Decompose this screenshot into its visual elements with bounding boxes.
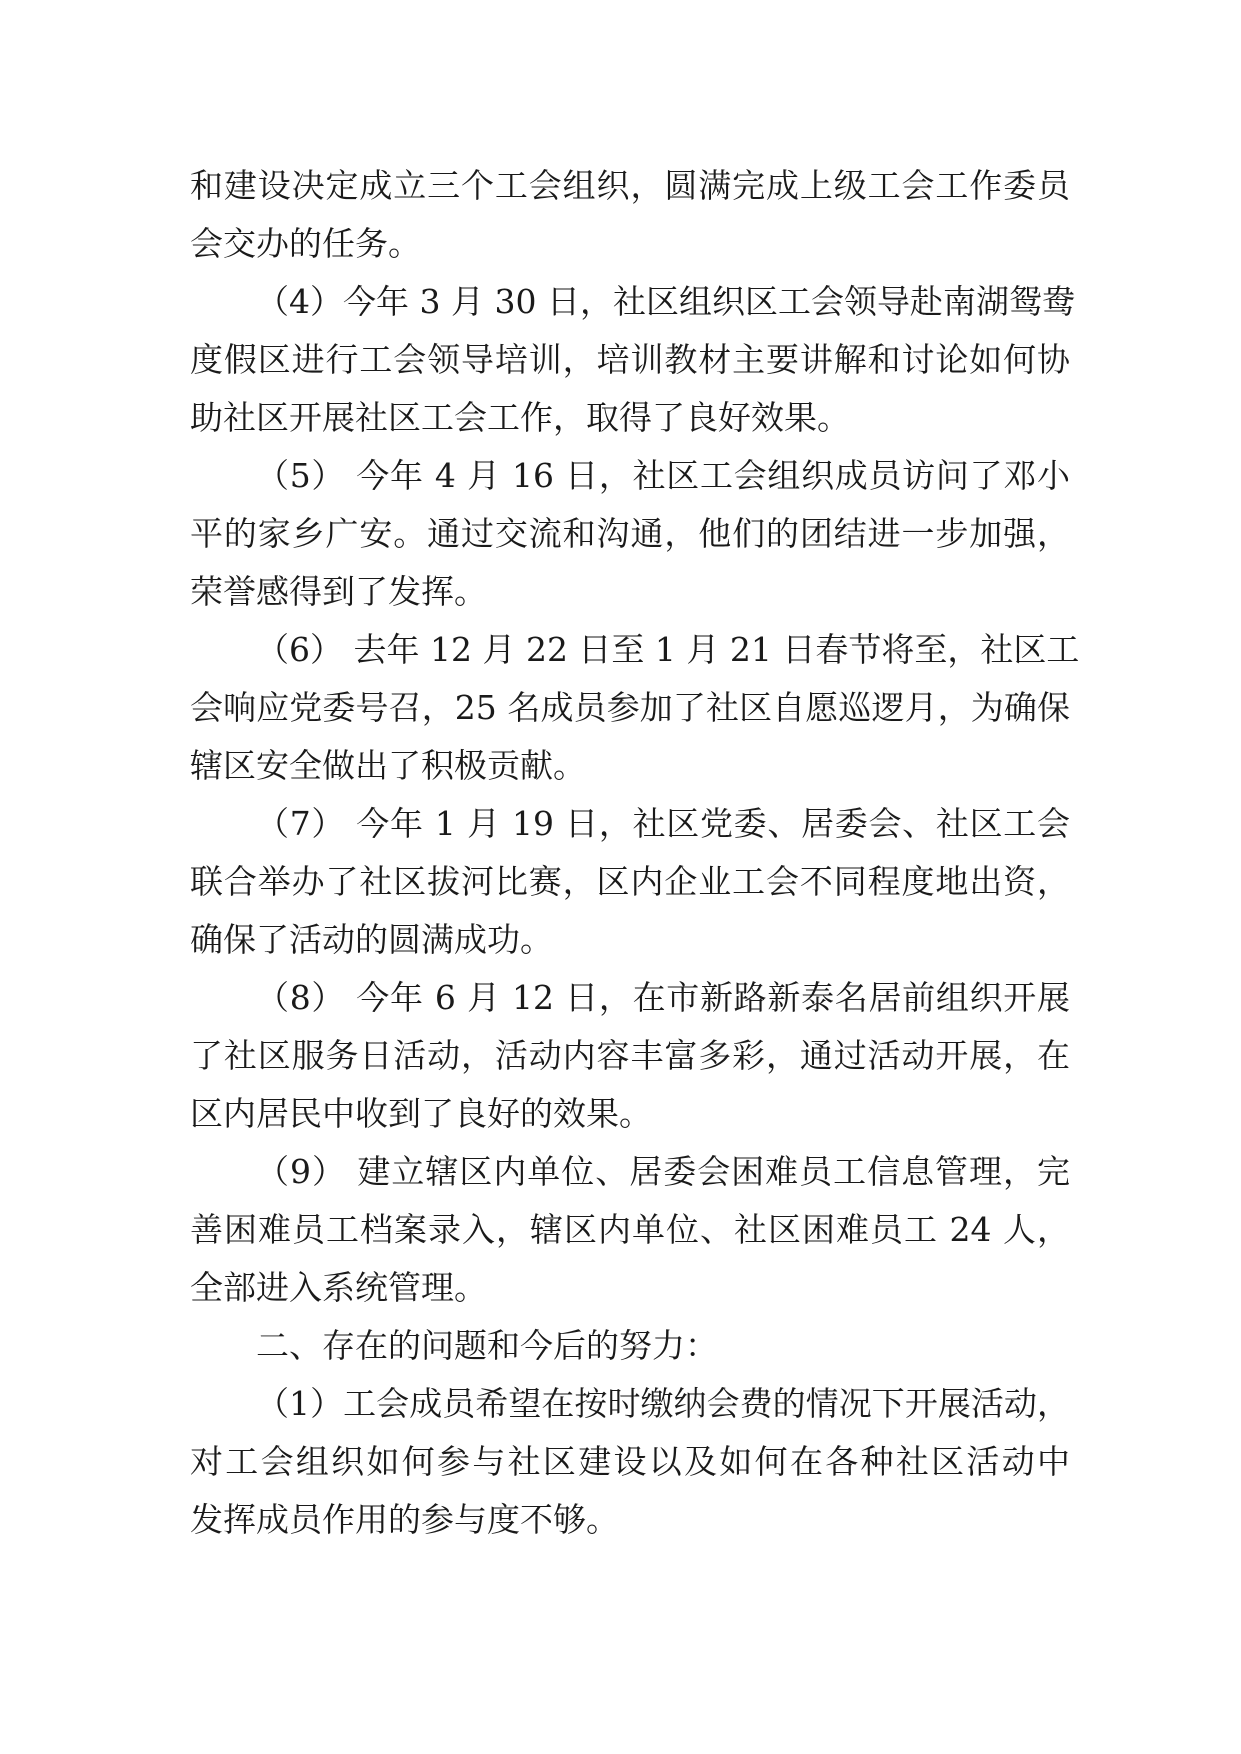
text-line: 助社区开展社区工会工作，取得了良好效果。 [190, 398, 850, 437]
text-line: 联合举办了社区拔河比赛，区内企业工会不同程度地出资， [190, 862, 1070, 901]
text-line: （8） 今年 6 月 12 日，在市新路新泰名居前组织开展 [256, 978, 1070, 1017]
text-line: 辖区安全做出了积极贡献。 [190, 746, 586, 785]
text-line: 全部进入系统管理。 [190, 1268, 487, 1307]
text-line: 对工会组织如何参与社区建设以及如何在各种社区活动中 [190, 1442, 1070, 1481]
text-line: 会交办的任务。 [190, 224, 421, 263]
text-line: 荣誉感得到了发挥。 [190, 572, 487, 611]
text-line: （4）今年 3 月 30 日，社区组织区工会领导赴南湖鸳鸯 [256, 282, 1075, 321]
text-line: 平的家乡广安。通过交流和沟通，他们的团结进一步加强， [190, 514, 1070, 553]
text-line: （9） 建立辖区内单位、居委会困难员工信息管理，完 [256, 1152, 1070, 1191]
text-line: （5） 今年 4 月 16 日，社区工会组织成员访问了邓小 [256, 456, 1070, 495]
text-line: （6） 去年 12 月 22 日至 1 月 21 日春节将至，社区工 [256, 630, 1080, 669]
document-body [190, 157, 1080, 1549]
text-line: 了社区服务日活动，活动内容丰富多彩，通过活动开展，在 [190, 1036, 1070, 1075]
text-line: 善困难员工档案录入，辖区内单位、社区困难员工 24 人， [190, 1210, 1070, 1249]
text-line: 发挥成员作用的参与度不够。 [190, 1500, 619, 1539]
text-line: 确保了活动的圆满成功。 [190, 920, 553, 959]
text-line: （1）工会成员希望在按时缴纳会费的情况下开展活动， [256, 1384, 1070, 1423]
text-line: （7） 今年 1 月 19 日，社区党委、居委会、社区工会 [256, 804, 1070, 843]
text-line: 度假区进行工会领导培训，培训教材主要讲解和讨论如何协 [190, 340, 1070, 379]
text-line: 和建设决定成立三个工会组织，圆满完成上级工会工作委员 [190, 166, 1070, 205]
text-line: 区内居民中收到了良好的效果。 [190, 1094, 652, 1133]
section-heading: 二、存在的问题和今后的努力： [256, 1326, 718, 1365]
text-line: 会响应党委号召，25 名成员参加了社区自愿巡逻月，为确保 [190, 688, 1070, 727]
